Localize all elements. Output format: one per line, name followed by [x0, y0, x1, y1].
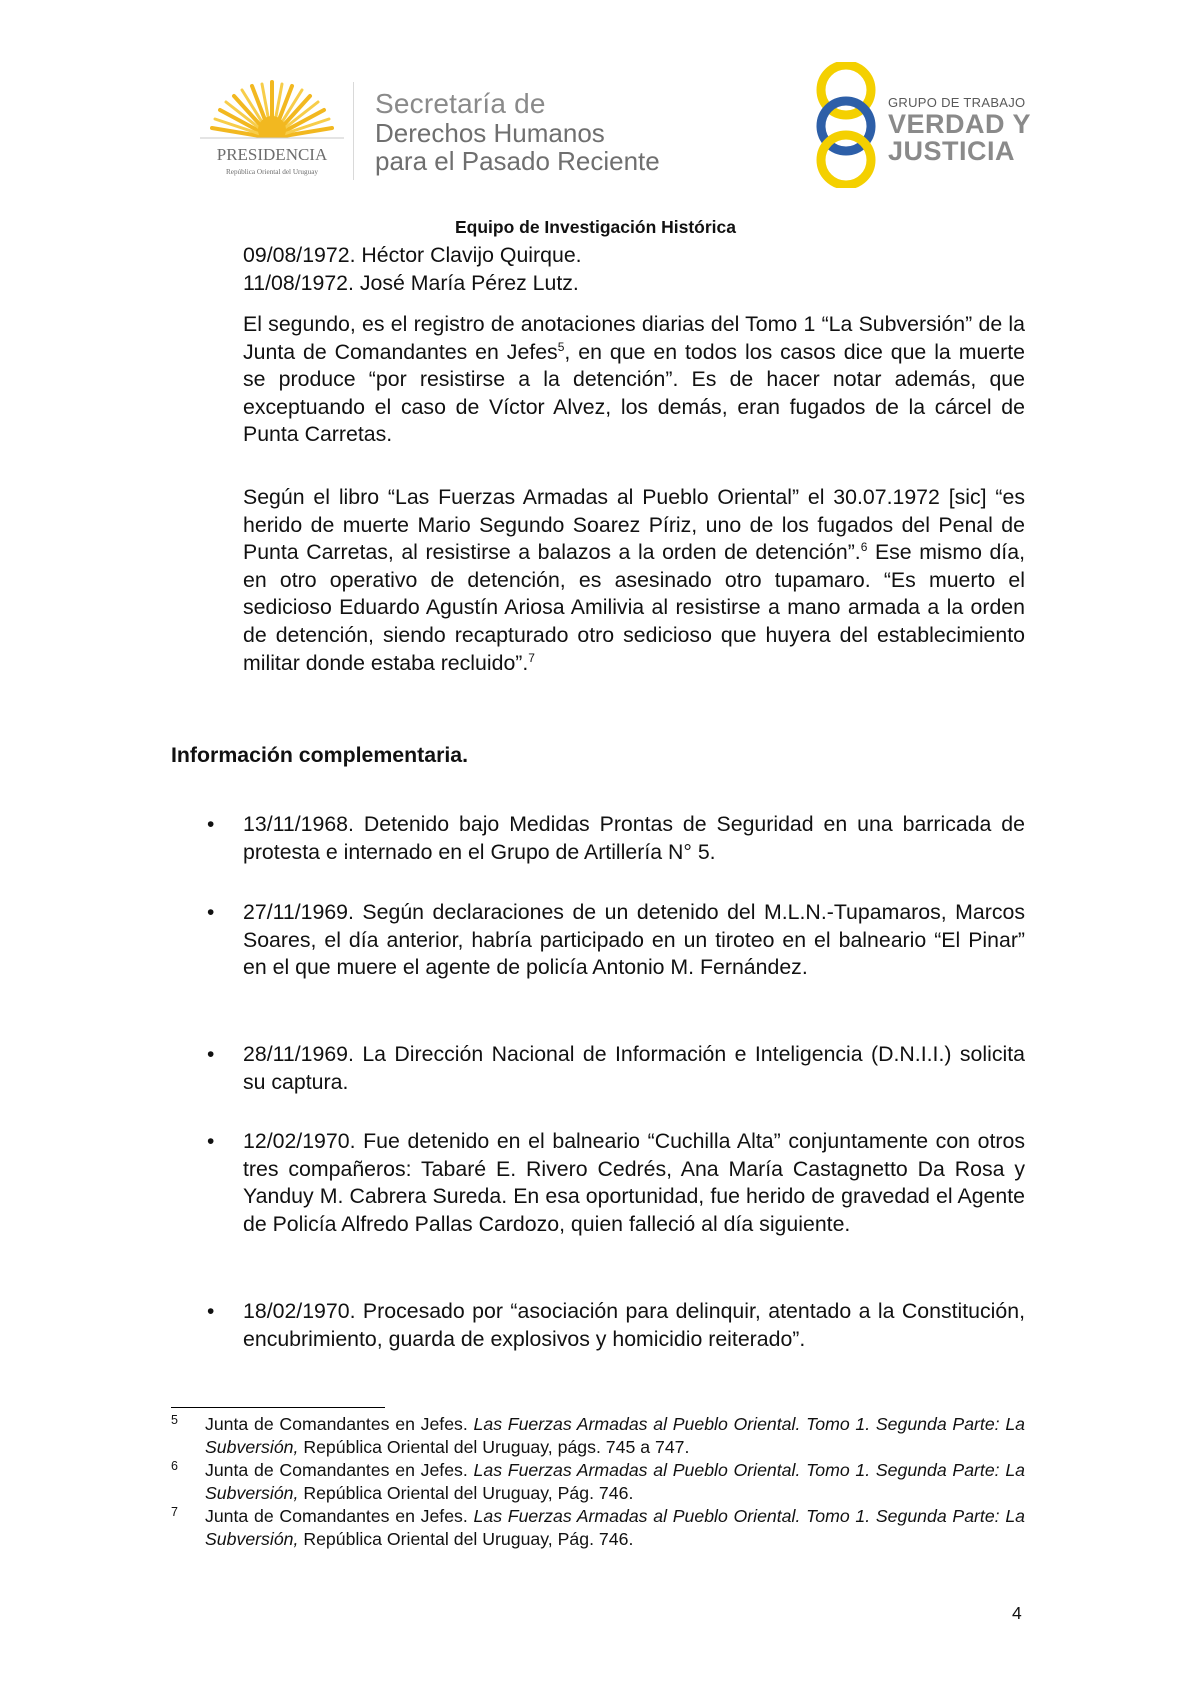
footnote [205, 1459, 1025, 1505]
paragraph-2 [243, 484, 1025, 677]
list-item: 13/11/1968. Detenido bajo Medidas Prontas de Seguridad en una barricada de protesta e internado en el Grupo de Artillería N° 5. [243, 812, 1025, 864]
section-heading: Información complementaria. [171, 743, 469, 767]
paragraph-1 [243, 311, 1025, 449]
footnote-number: 7 [171, 1505, 178, 1519]
list-item: 28/11/1969. La Dirección Nacional de Información e Inteligencia (D.N.I.I.) solicita su captura. [243, 1042, 1025, 1094]
paragraph-2-text-b: Ese mismo día, en otro operativo de detención, es asesinado otro tupamaro. “Es muerto el sedicioso Eduardo Agustín Ariosa Amilivia al resistirse a mano armada a la orden de detención, siendo recapturado otro sedicioso que huyera del establecimiento militar donde estaba recluido”. [243, 540, 1025, 675]
list-item: 12/02/1970. Fue detenido en el balneario “Cuchilla Alta” conjuntamente con otros tres compañeros: Tabaré E. Rivero Cedrés, Ana María Castagnetto Da Rosa y Yanduy M. Cabrera Sureda. En esa oportunidad, fue herido de gravedad el Agente de Policía Alfredo Pallas Cardozo, quien falleció al día siguiente. [243, 1129, 1025, 1236]
footnote-text: Junta de Comandantes en Jefes. [205, 1506, 474, 1526]
footnote-number: 5 [171, 1413, 178, 1427]
footnote-ref: 7 [528, 650, 535, 665]
list-item: 27/11/1969. Según declaraciones de un detenido del M.L.N.-Tupamaros, Marcos Soares, el día anterior, habría participado en un tiroteo en el balneario “El Pinar” en el que muere el agente de policía Antonio M. Fernández. [243, 900, 1025, 980]
footnote-italic: Las Fuerzas Armadas al Pueblo Oriental. Tomo 1. Segunda Parte: La Subversión, [205, 1414, 1025, 1457]
paragraph-1-text-b: , en que en todos los casos dice que la muerte se produce “por resistirse a la detención”. Es de hacer notar además, que exceptuando el caso de Víctor Alvez, los demás, eran fugados de la cárcel de Punta Carretas. [243, 339, 1025, 447]
bullet-icon: • [207, 901, 215, 924]
presidencia-sub: República Oriental del Uruguay [225, 168, 319, 176]
paragraph-2-text-a: Según el libro “Las Fuerzas Armadas al Pueblo Oriental” el 30.07.1972 [sic] “es herido de muerte Mario Segundo Soarez Píriz, uno de los fugados del Penal de Punta Carretas, al resistirse a balazos a la orden de detención”. [243, 485, 1025, 565]
logo-divider [353, 82, 354, 180]
footnote-text: Junta de Comandantes en Jefes. [205, 1460, 474, 1480]
bullet-icon: • [207, 1130, 215, 1153]
date-line: 11/08/1972. José María Pérez Lutz. [243, 271, 579, 295]
secretaria-title [375, 90, 705, 174]
footnote [205, 1413, 1025, 1459]
date-line: 09/08/1972. Héctor Clavijo Quirque. [243, 243, 582, 267]
presidencia-label: PRESIDENCIA [216, 145, 328, 164]
secretaria-line-2: Derechos Humanos [375, 118, 605, 148]
footnote-italic: Las Fuerzas Armadas al Pueblo Oriental. Tomo 1. Segunda Parte: La Subversión, [205, 1460, 1025, 1503]
footnote-text: República Oriental del Uruguay, págs. 745 a 747. [298, 1437, 690, 1457]
presidencia-sun-logo [192, 80, 352, 180]
footnote [205, 1505, 1025, 1551]
footnote-text: República Oriental del Uruguay, Pág. 746. [298, 1483, 634, 1503]
bullet-icon: • [207, 1300, 215, 1323]
verdad-justicia-title [888, 96, 1088, 165]
secretaria-line-1: Secretaría de [375, 88, 546, 119]
list-item: 18/02/1970. Procesado por “asociación para delinquir, atentado a la Constitución, encubrimiento, guarda de explosivos y homicidio reiterado”. [243, 1299, 1025, 1351]
footnote-ref: 6 [860, 540, 868, 555]
footnote-number: 6 [171, 1459, 178, 1473]
gtvj-line-2: VERDAD Y [888, 109, 1032, 139]
footnote-text: Junta de Comandantes en Jefes. [205, 1414, 474, 1434]
gtvj-line-1: GRUPO DE TRABAJO [888, 95, 1026, 110]
paragraph-1-text-a: El segundo, es el registro de anotaciones diarias del Tomo 1 “La Subversión” de la Junta de Comandantes en Jefes [243, 312, 1025, 364]
sun-icon [200, 82, 344, 146]
team-label: Equipo de Investigación Histórica [454, 217, 737, 237]
bullet-icon: • [207, 813, 215, 836]
footnote-italic: Las Fuerzas Armadas al Pueblo Oriental. Tomo 1. Segunda Parte: La Subversión, [205, 1506, 1025, 1549]
footnote-ref: 5 [557, 339, 565, 354]
footnote-separator [171, 1407, 385, 1408]
footnote-text: República Oriental del Uruguay, Pág. 746. [298, 1529, 634, 1549]
secretaria-line-3: para el Pasado Reciente [375, 146, 660, 176]
gtvj-line-3: JUSTICIA [888, 136, 1016, 166]
bullet-icon: • [207, 1043, 215, 1066]
page-number: 4 [1012, 1603, 1022, 1623]
